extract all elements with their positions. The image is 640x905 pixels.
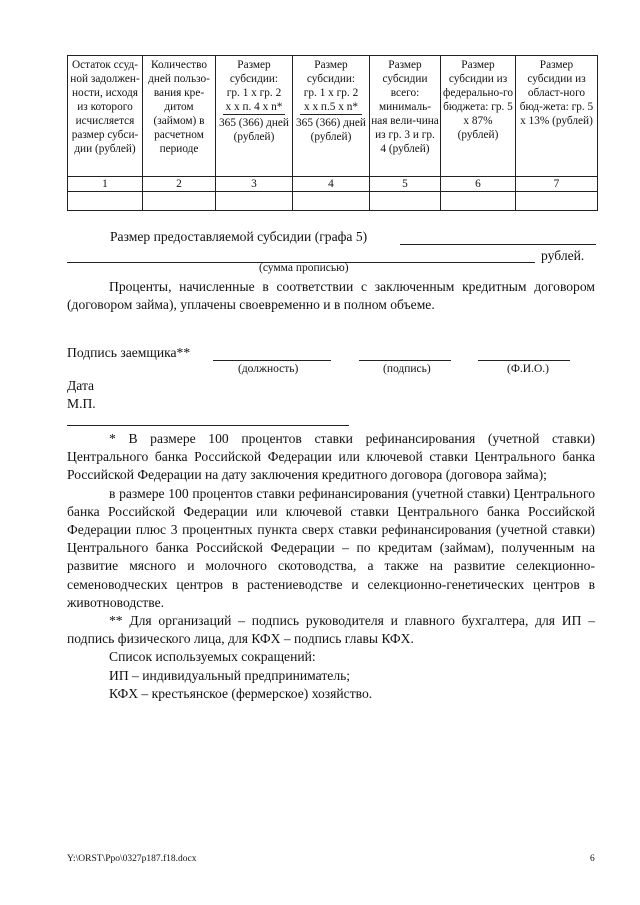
stamp-label: М.П. (67, 396, 96, 411)
subsidy-amount-field[interactable] (400, 244, 596, 245)
empty-cell (370, 192, 441, 211)
rubles-suffix: рублей. (541, 248, 585, 263)
footnotes (67, 430, 595, 703)
empty-cell (216, 192, 293, 211)
header-cell (441, 56, 516, 177)
amount-in-words-caption: (сумма прописью) (259, 262, 349, 274)
formula-numerator: Размер субсидии: гр. 1 х гр. 2 х х п. 4 х n* (223, 58, 285, 115)
footnote-double-star: ** Для организаций – подпись руководителя и главного бухгалтера, для ИП – подпись физического лица, для КФХ – подпись главы КФХ. (67, 613, 595, 647)
footnote-star-2: в размере 100 процентов ставки рефинансирования (учетной ставки) Центрального банка Российской Федерации или ключевой ставки Центрального банка Российской Федерации плюс 3 процентных пункта сверх ставки рефинансирования (учетной ставки) Центрального банка Российской Федерации – по кредитам (займам), полученным на развитие мясного и молочного скотоводства, а также на развитие селекционно-семеноводческих центров в растениеводстве и селекционно-генетических центров в животноводстве. (67, 485, 595, 610)
empty-cell (68, 192, 143, 211)
header-cell (293, 56, 370, 177)
interest-paragraph (67, 278, 595, 314)
column-number: 6 (441, 177, 516, 192)
column-number: 2 (143, 177, 216, 192)
signature-label: Подпись заемщика** (67, 345, 191, 360)
empty-data-row (68, 192, 598, 211)
subsidy-amount-label: Размер предоставляемой субсидии (графа 5) (110, 229, 368, 244)
position-caption: (должность) (238, 363, 299, 375)
footnote-separator (67, 425, 349, 426)
column-number-row (68, 177, 598, 192)
abbreviation-kfh: КФХ – крестьянское (фермерское) хозяйство. (109, 685, 373, 701)
signature-caption: (подпись) (383, 363, 431, 375)
header-text: Размер субсидии из федерально-го бюджета: гр. 5 х 87% (рублей) (443, 59, 513, 141)
header-text: Остаток ссуд-ной задолжен-ности, исходя из которого исчисляется размер субси-дии (рублей) (70, 59, 140, 155)
footnote-star-1: * В размере 100 процентов ставки рефинансирования (учетной ставки) Центрального банка Российской Федерации или ключевой ставки Центрального банка Российской Федерации на дату заключения кредитного договора (договора займа); (67, 431, 595, 483)
column-number: 1 (68, 177, 143, 192)
header-cell (68, 56, 143, 177)
header-text: Размер субсидии из област-ного бюд-жета: гр. 5 х 13% (рублей) (519, 59, 594, 127)
full-name-field[interactable] (478, 360, 570, 361)
abbreviations-heading: Список используемых сокращений: (109, 649, 316, 665)
abbreviation-ip: ИП – индивидуальный предприниматель; (109, 667, 351, 683)
header-text: Размер субсидии всего: минималь-ная вели-чина из гр. 3 и гр. 4 (рублей) (371, 59, 439, 155)
footer-page-number: 6 (590, 854, 595, 864)
full-name-caption: (Ф.И.О.) (507, 363, 549, 375)
empty-cell (516, 192, 598, 211)
signature-field[interactable] (359, 360, 451, 361)
footer-file-path: Y:\ORST\Ppo\0327p187.f18.docx (67, 854, 197, 864)
interest-text: Проценты, начисленные в соответствии с заключенным кредитным договором (договором займа), уплачены своевременно и в полном объеме. (67, 279, 595, 313)
empty-cell (143, 192, 216, 211)
empty-cell (441, 192, 516, 211)
formula-denominator: 365 (366) дней (рублей) (296, 117, 366, 143)
formula-denominator: 365 (366) дней (рублей) (219, 117, 289, 143)
column-number: 3 (216, 177, 293, 192)
formula-numerator: Размер субсидии: гр. 1 х гр. 2 х х п.5 х n* (300, 58, 362, 115)
table-header-row (68, 56, 598, 177)
subsidy-table (67, 55, 598, 211)
header-text: Количество дней пользо-вания кре-дитом (займом) в расчетном периоде (148, 59, 210, 155)
position-field[interactable] (213, 360, 331, 361)
header-cell (143, 56, 216, 177)
date-label: Дата (67, 378, 95, 393)
column-number: 5 (370, 177, 441, 192)
empty-cell (293, 192, 370, 211)
header-cell (516, 56, 598, 177)
header-cell (216, 56, 293, 177)
column-number: 7 (516, 177, 598, 192)
header-cell (370, 56, 441, 177)
column-number: 4 (293, 177, 370, 192)
